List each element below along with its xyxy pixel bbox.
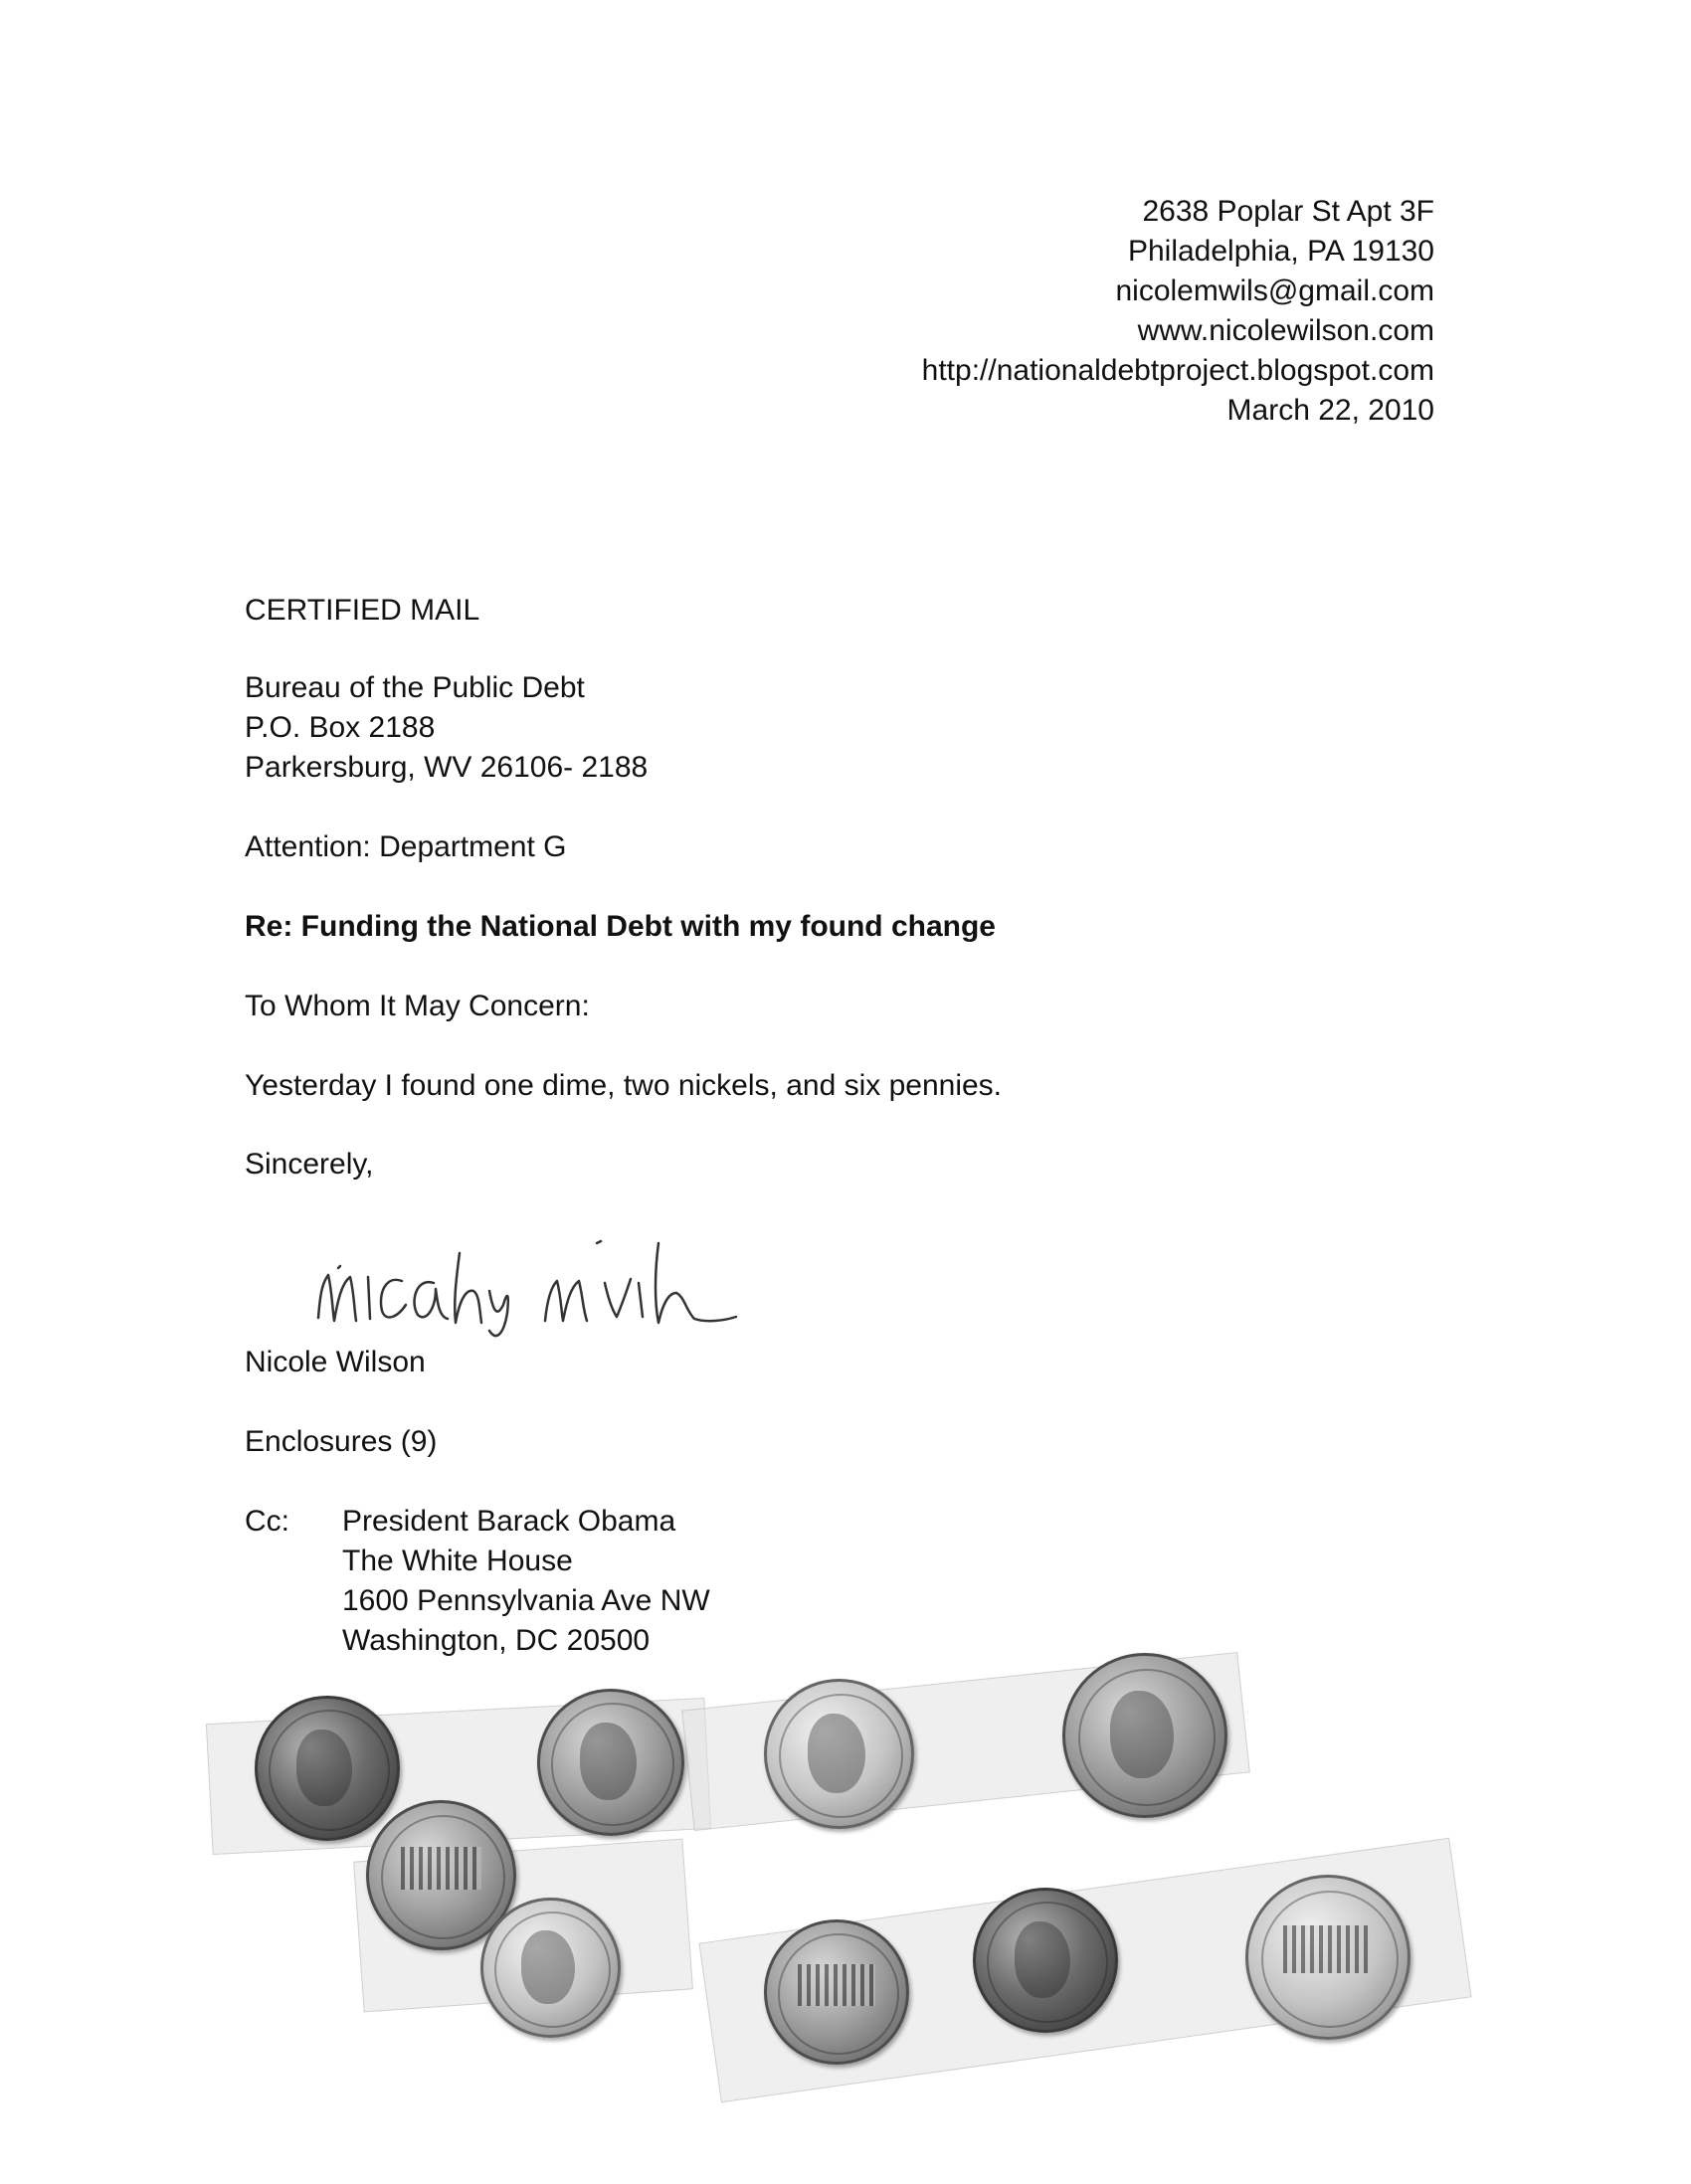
signer-name: Nicole Wilson (245, 1346, 426, 1378)
sender-email: nicolemwils@gmail.com (1115, 274, 1434, 307)
sender-street: 2638 Poplar St Apt 3F (1142, 195, 1434, 228)
coin-dime (480, 1898, 621, 2038)
coin-penny (973, 1888, 1118, 2033)
cc-line: The White House (342, 1545, 573, 1577)
sender-website: www.nicolewilson.com (1137, 314, 1434, 347)
attention-line: Attention: Department G (245, 830, 567, 863)
coin-penny (537, 1689, 684, 1836)
cc-label: Cc: (245, 1505, 289, 1538)
recipient-po-box: P.O. Box 2188 (245, 711, 436, 744)
coin-nickel (1062, 1653, 1227, 1818)
sender-address-block (922, 192, 1434, 431)
tape-strip (206, 1698, 711, 1855)
handwritten-signature (298, 1213, 816, 1343)
cc-line: 1600 Pennsylvania Ave NW (342, 1584, 710, 1617)
closing: Sincerely, (245, 1148, 374, 1181)
body-paragraph: Yesterday I found one dime, two nickels, and six pennies. (245, 1069, 1003, 1102)
salutation: To Whom It May Concern: (245, 990, 590, 1022)
coin-penny (366, 1800, 516, 1950)
cc-line: President Barack Obama (342, 1505, 676, 1538)
sender-city-state-zip: Philadelphia, PA 19130 (1127, 235, 1434, 268)
coin-penny (255, 1696, 400, 1841)
coin-penny (764, 1919, 909, 2065)
cc-address (342, 1502, 710, 1661)
cc-line: Washington, DC 20500 (342, 1624, 651, 1657)
sender-blog: http://nationaldebtproject.blogspot.com (921, 354, 1434, 387)
tape-strip (353, 1839, 693, 2013)
delivery-method: CERTIFIED MAIL (245, 594, 480, 627)
coin-nickel (1245, 1875, 1410, 2040)
coin-penny (764, 1679, 914, 1829)
recipient-name: Bureau of the Public Debt (245, 671, 585, 704)
recipient-address-block (245, 668, 648, 788)
enclosures-note: Enclosures (9) (245, 1425, 438, 1458)
cc-block (245, 1502, 710, 1661)
subject-line: Re: Funding the National Debt with my found change (245, 910, 996, 943)
tape-strip (698, 1838, 1471, 2102)
recipient-city-state-zip: Parkersburg, WV 26106- 2188 (245, 751, 649, 784)
tape-strip (681, 1652, 1250, 1831)
letter-date: March 22, 2010 (1226, 394, 1434, 427)
